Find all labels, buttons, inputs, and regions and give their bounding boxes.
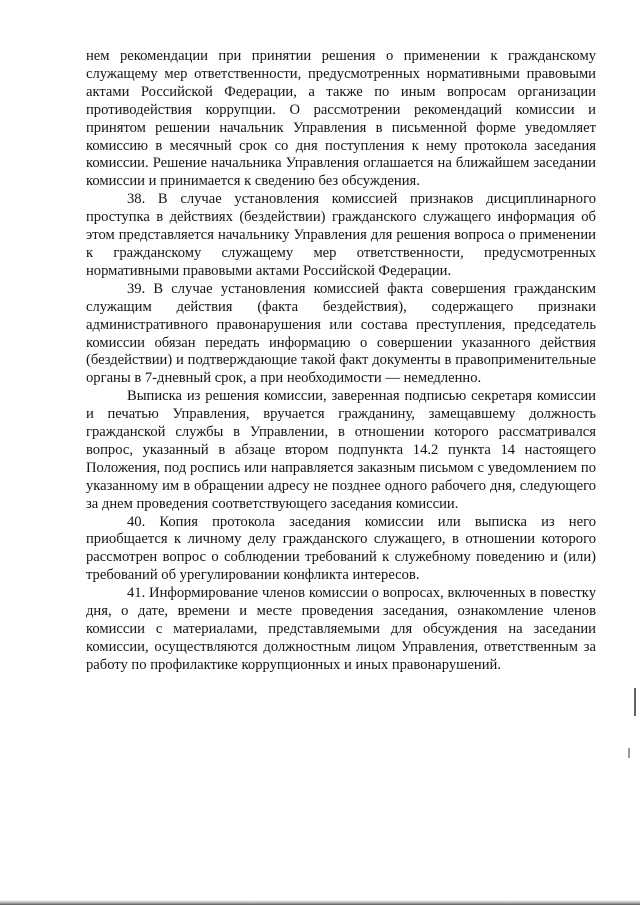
paragraph-39: 39. В случае установления комиссией факта совершения гражданским служащим действия (факта бездействия), содержащего признаки административного правонарушения или состава преступления, председатель комиссии обязан передать информацию о совершении указанного действия (бездействии) и подтверждающие такой факт документы в правоприменительные органы в 7-дневный срок, а при необходимости — немедленно. [86,280,596,387]
paragraph-38: 38. В случае установления комиссией признаков дисциплинарного проступка в действиях (бездействии) гражданского служащего информация об этом представляется начальнику Управления для решения вопроса о применении к гражданскому служащему мер ответственности, предусмотренных нормативными правовыми актами Российской Федерации. [86,191,596,279]
scan-bottom-edge [0,900,640,905]
scan-artifact-dot [628,748,630,758]
paragraph-39-extract: Выписка из решения комиссии, заверенная подписью секретаря комиссии и печатью Управления, вручается гражданину, замещавшему должность гражданской службы в Управлении, в отношении которого рассматривался вопрос, указанный в абзаце втором подпункта 14.2 пункта 14 настоящего Положения, под роспись или направляется заказным письмом с уведомлением по указанному им в обращении адресу не позднее одного рабочего дня, следующего за днем проведения соответствующего заседания комиссии. [86,388,596,512]
document-page [86,48,596,675]
paragraph-37-continuation: нем рекомендации при принятии решения о применении к гражданскому служащему мер ответственности, предусмотренных нормативными правовыми актами Российской Федерации, а также по иным вопросам организации противодействия коррупции. О рассмотрении рекомендаций комиссии и принятом решении начальник Управления в письменной форме уведомляет комиссию в месячный срок со дня поступления к нему протокола заседания комиссии. Решение начальника Управления оглашается на ближайшем заседании комиссии и принимается к сведению без обсуждения. [86,48,596,190]
paragraph-41: 41. Информирование членов комиссии о вопросах, включенных в повестку дня, о дате, времени и месте проведения заседания, ознакомление членов комиссии с материалами, представляемыми для обсуждения на заседании комиссии, осуществляются должностным лицом Управления, ответственным за работу по профилактике коррупционных и иных правонарушений. [86,585,596,673]
paragraph-40: 40. Копия протокола заседания комиссии или выписка из него приобщается к личному делу гражданского служащего, в отношении которого рассмотрен вопрос о соблюдении требований к служебному поведению и (или) требований об урегулировании конфликта интересов. [86,513,596,584]
scan-artifact-mark [634,688,636,716]
